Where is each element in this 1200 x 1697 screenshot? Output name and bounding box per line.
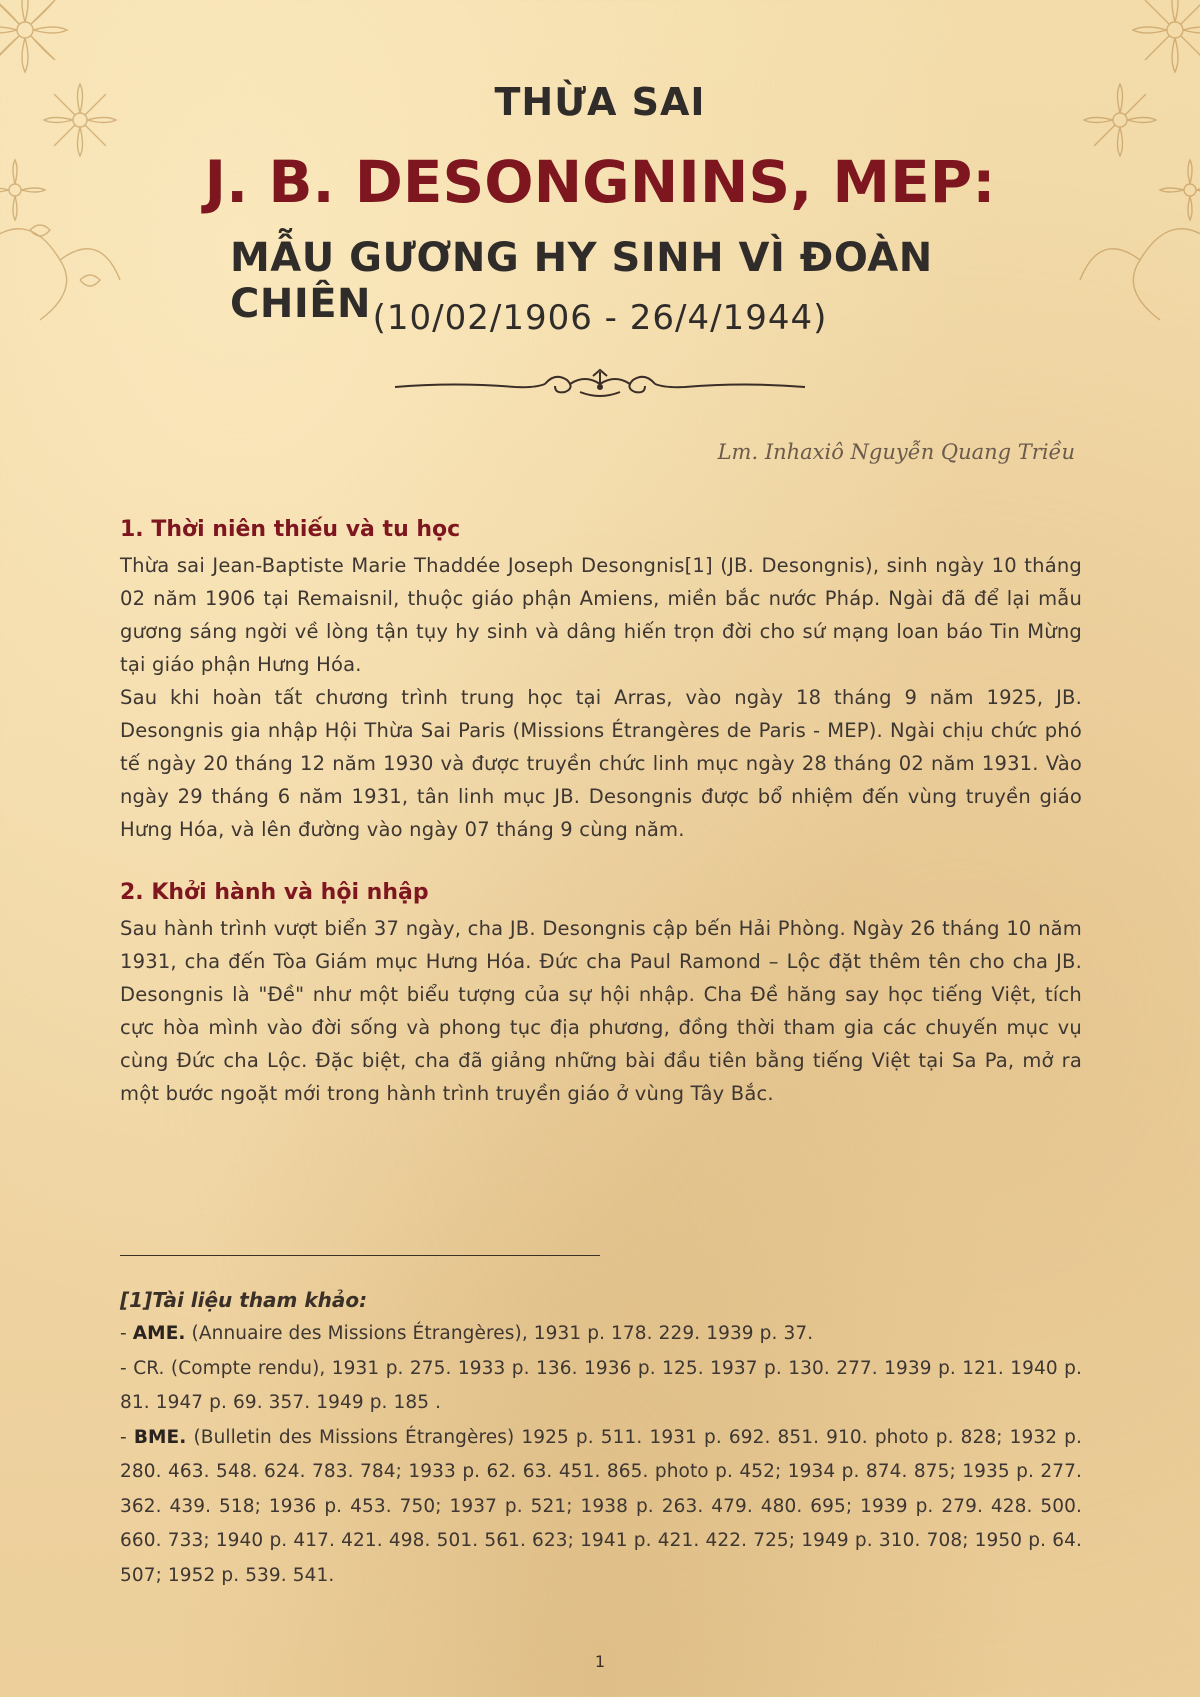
- paragraph: Sau khi hoàn tất chương trình trung học tại Arras, vào ngày 18 tháng 9 năm 1925, JB. Desongnis gia nhập Hội Thừa Sai Paris (Missions Étrangères de Paris - MEP). Ngài chịu chức phó tế ngày 20 tháng 12 năm 1930 và được truyền chức linh mục ngày 28 tháng 02 năm 1931. Vào ngày 29 tháng 6 năm 1931, tân linh mục JB. Desongnis được bổ nhiệm đến vùng truyền giáo Hưng Hóa, và lên đường vào ngày 07 tháng 9 cùng năm.: [120, 686, 1082, 841]
- footnote-item: [120, 1352, 1082, 1421]
- paragraph: Thừa sai Jean-Baptiste Marie Thaddée Joseph Desongnis[1] (JB. Desongnis), sinh ngày 10 tháng 02 năm 1906 tại Remaisnil, thuộc giáo phận Amiens, miền bắc nước Pháp. Ngài đã để lại mẫu gương sáng ngời về lòng tận tụy hy sinh và dâng hiến trọn đời cho sứ mạng loan báo Tin Mừng tại giáo phận Hưng Hóa.: [120, 554, 1082, 676]
- footnote-text: (Annuaire des Missions Étrangères), 1931 p. 178. 229. 1939 p. 37.: [185, 1323, 814, 1344]
- footnote-item: [120, 1421, 1082, 1594]
- author-byline: Lm. Inhaxiô Nguyễn Quang Triều: [717, 440, 1075, 464]
- title-kicker: THỪA SAI: [494, 80, 706, 124]
- footnote-title: [1]Tài liệu tham khảo:: [120, 1288, 368, 1312]
- footnotes: [120, 1283, 1082, 1593]
- footnote-divider: [120, 1255, 600, 1256]
- paragraph: Sau hành trình vượt biển 37 ngày, cha JB. Desongnis cập bến Hải Phòng. Ngày 26 tháng 10 năm 1931, cha đến Tòa Giám mục Hưng Hóa. Đức cha Paul Ramond – Lộc đặt thêm tên cho cha JB. Desongnis là "Đề" như một biểu tượng của sự hội nhập. Cha Đề hăng say học tiếng Việt, tích cực hòa mình vào đời sống và phong tục địa phương, đồng thời tham gia các chuyến mục vụ cùng Đức cha Lộc. Đặc biệt, cha đã giảng những bài đầu tiên bằng tiếng Việt tại Sa Pa, mở ra một bước ngoặt mới trong hành trình truyền giáo ở vùng Tây Bắc.: [120, 917, 1082, 1105]
- page-number: 1: [594, 1652, 606, 1671]
- section-1: [120, 513, 1082, 846]
- flourish-divider-icon: [395, 362, 805, 412]
- section-heading: 1. Thời niên thiếu và tu học: [120, 517, 461, 542]
- footnote-abbr: BME.: [133, 1426, 187, 1448]
- footnote-text: (Bulletin des Missions Étrangères) 1925 p. 511. 1931 p. 692. 851. 910. photo p. 828; 1932 p. 280. 463. 548. 624. 783. 784; 1933 p. 62. 63. 451. 865. photo p. 452; 1934 p. 874. 875; 1935 p. 277. 362. 439. 518; 1936 p. 453. 750; 1937 p. 521; 1938 p. 263. 479. 480. 695; 1939 p. 279. 428. 500. 660. 733; 1940 p. 417. 421. 498. 501. 561. 623; 1941 p. 421. 422. 725; 1949 p. 310. 708; 1950 p. 64. 507; 1952 p. 539. 541.: [120, 1426, 1082, 1586]
- footnote-text: CR. (Compte rendu), 1931 p. 275. 1933 p. 136. 1936 p. 125. 1937 p. 130. 277. 1939 p. 121. 1940 p. 81. 1947 p. 69. 357. 1949 p. 185 .: [120, 1357, 1082, 1413]
- footnote-bullet: -: [120, 1323, 133, 1344]
- footnote-bullet: -: [120, 1357, 134, 1379]
- section-heading: 2. Khởi hành và hội nhập: [120, 880, 429, 905]
- page-subtitle: MẪU GƯƠNG HY SINH VÌ ĐOÀN CHIÊN: [230, 235, 933, 327]
- section-2: [120, 876, 1082, 1110]
- footnote-item: [120, 1317, 1082, 1352]
- title-dates: (10/02/1906 - 26/4/1944): [372, 298, 828, 338]
- footnote-abbr: AME.: [132, 1323, 186, 1344]
- article-body: [120, 513, 1082, 1110]
- footnote-bullet: -: [120, 1426, 134, 1448]
- page-title: J. B. DESONGNINS, MEP:: [204, 148, 996, 216]
